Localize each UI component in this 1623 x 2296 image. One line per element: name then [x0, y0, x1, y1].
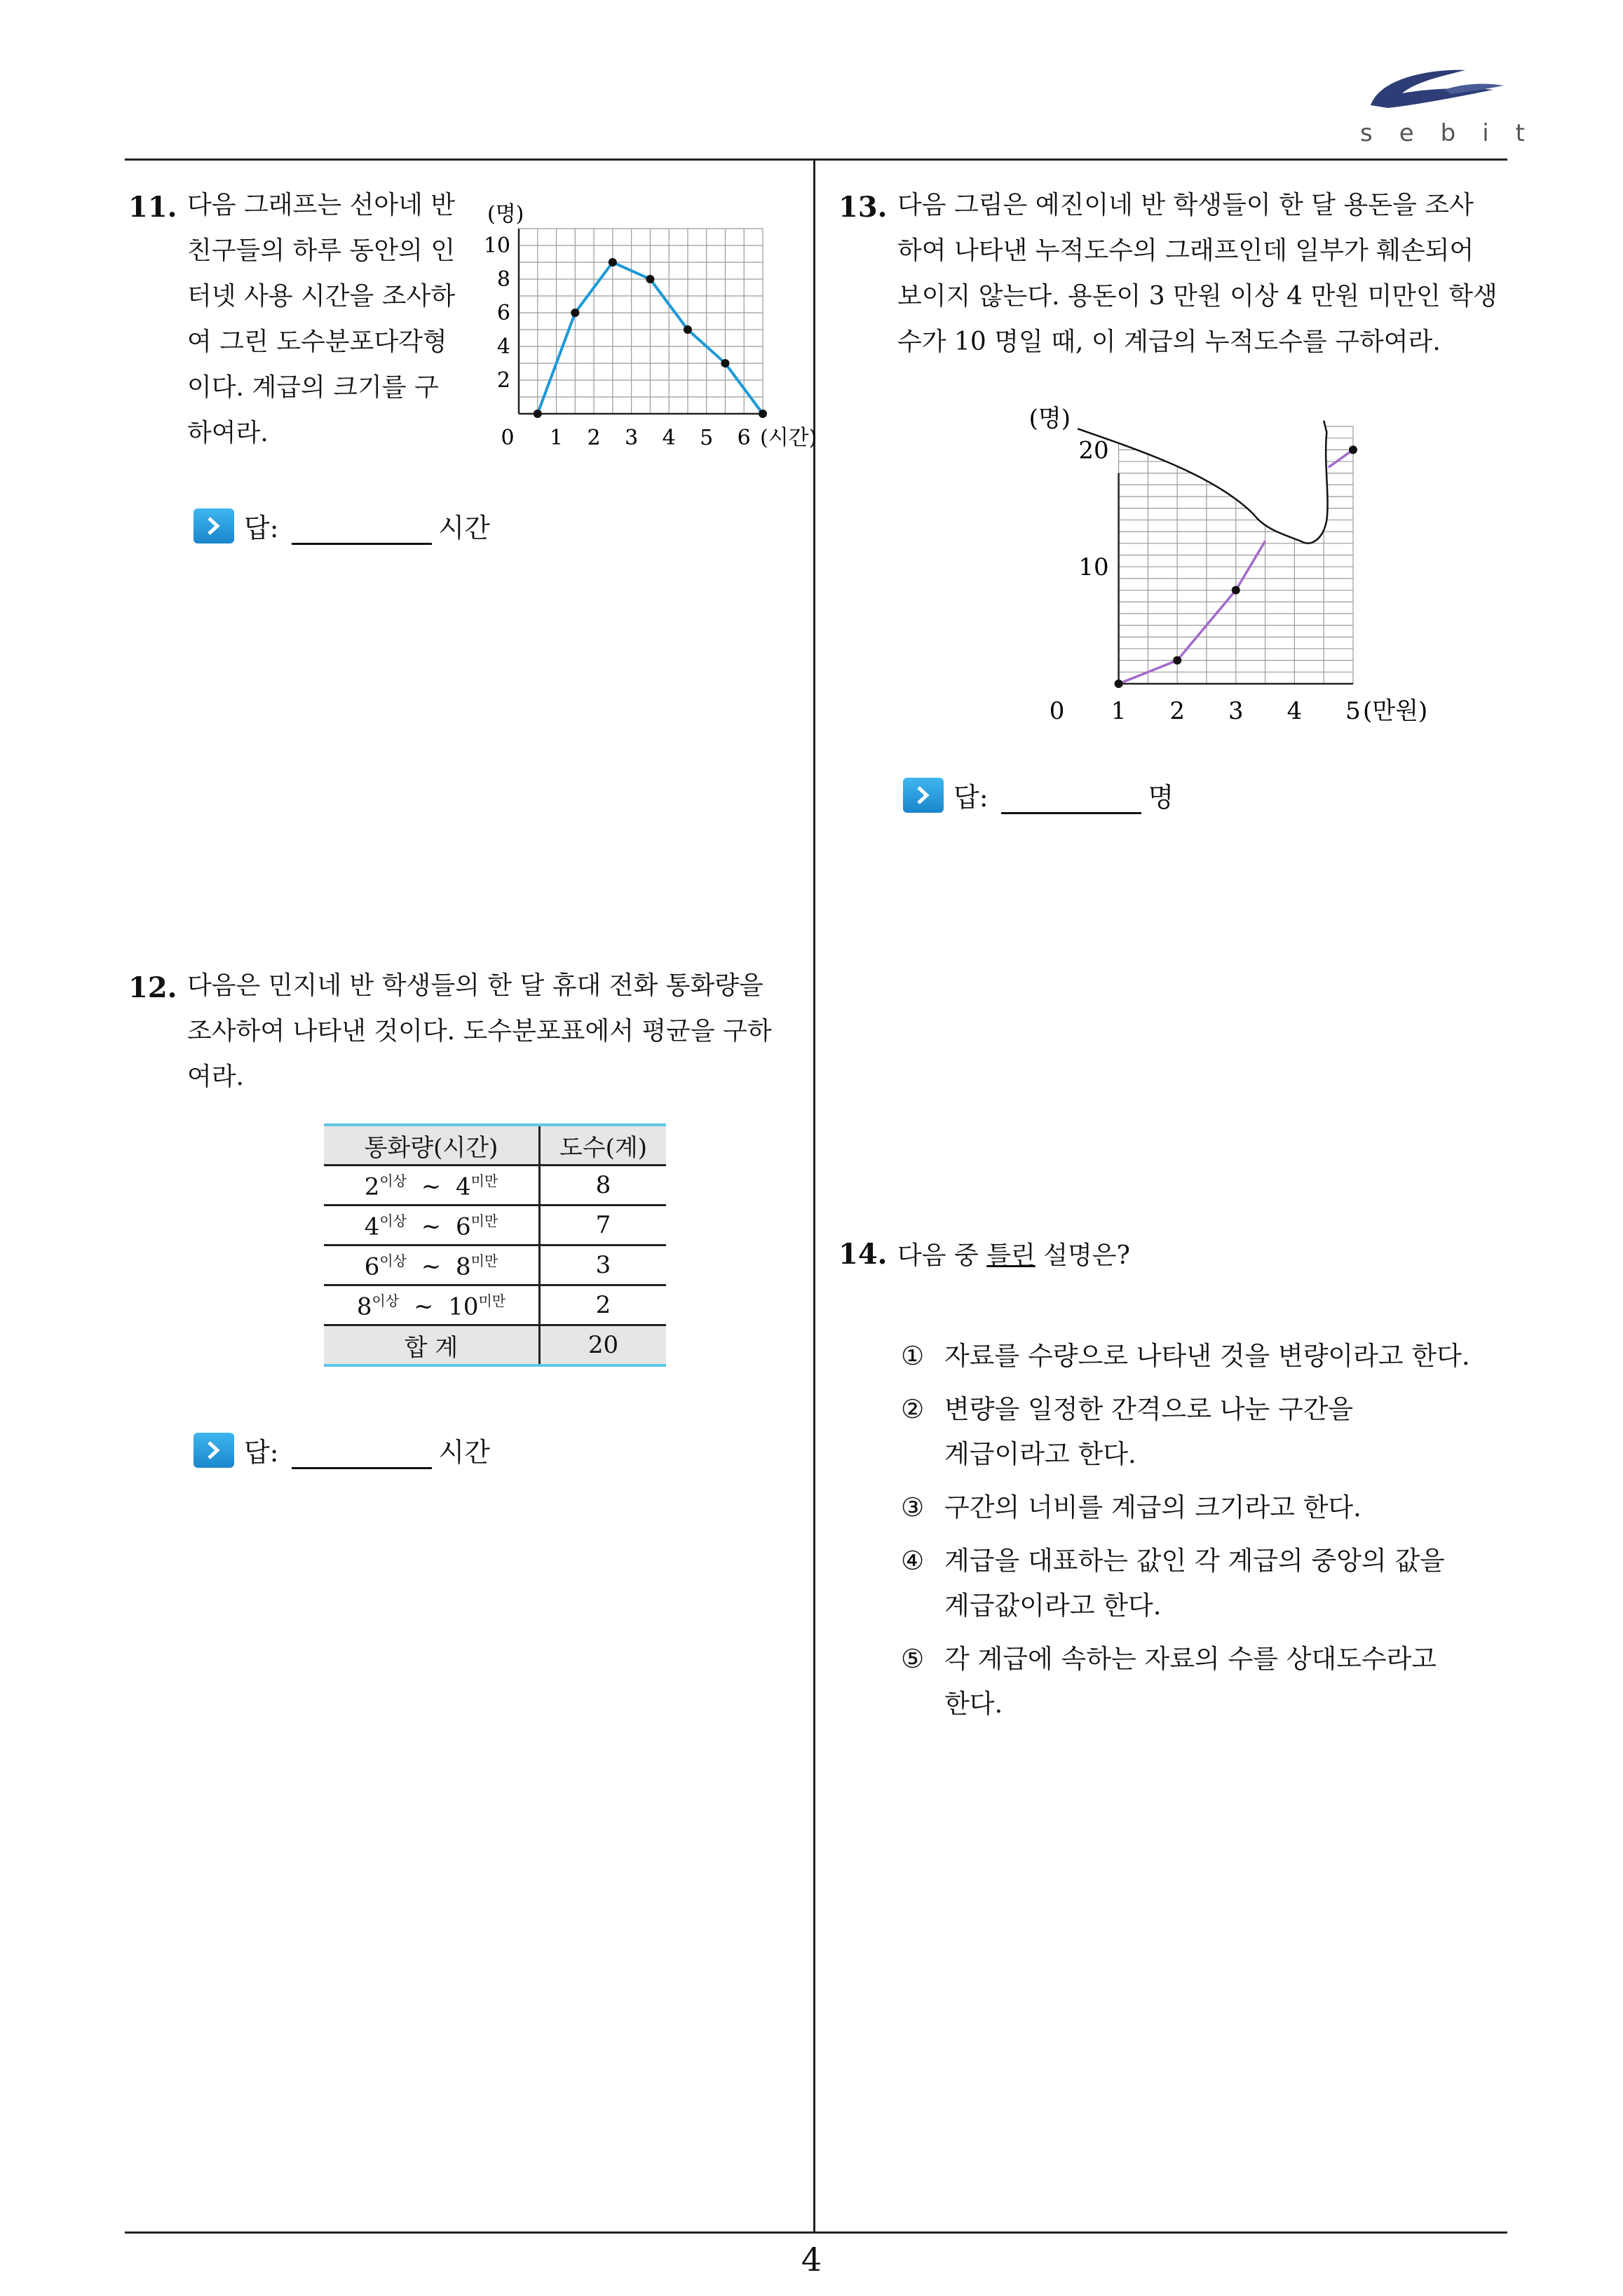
table-header-row — [324, 1125, 666, 1166]
question-emphasis: 틀린 — [986, 1241, 1035, 1270]
y-axis-label: (명) — [1028, 405, 1071, 433]
option-text: 자료를 수량으로 나타낸 것을 변량이라고 한다. — [944, 1341, 1470, 1371]
interval-high: 6 — [456, 1213, 471, 1241]
frequency-cell: 8 — [540, 1166, 667, 1206]
question-line: 하여라. — [187, 419, 269, 447]
above-label: 이상 — [379, 1212, 407, 1229]
table-header-frequency: 도수(계) — [540, 1125, 667, 1166]
option-text: 계급이라고 한다. — [944, 1439, 1136, 1469]
question-line: 조사하여 나타낸 것이다. 도수분포표에서 평균을 구하 — [187, 1017, 772, 1046]
below-label: 미만 — [470, 1212, 498, 1229]
option-text: 계급을 대표하는 값인 각 계급의 중앙의 값을 — [944, 1546, 1445, 1576]
frequency-cell: 2 — [540, 1285, 667, 1325]
answer-label: 답: — [244, 1437, 279, 1468]
y-tick-label: 10 — [483, 234, 510, 258]
interval-cell — [324, 1166, 540, 1206]
header-rule — [125, 158, 1507, 161]
y-tick-label: 4 — [496, 335, 510, 359]
q11-frequency-polygon — [477, 200, 817, 452]
tilde: ~ — [421, 1252, 442, 1281]
y-tick-label: 2 — [496, 368, 510, 393]
x-axis-label: (시간) — [760, 426, 817, 450]
above-label: 이상 — [379, 1172, 407, 1189]
option-number: ② — [901, 1394, 925, 1424]
torn-area — [1060, 414, 1328, 543]
option-line — [901, 1682, 1504, 1727]
above-label: 이상 — [379, 1252, 407, 1269]
data-point — [609, 258, 617, 266]
option-number: ⑤ — [901, 1644, 925, 1674]
option-line — [901, 1539, 1504, 1583]
interval-low: 8 — [356, 1292, 372, 1321]
interval-low: 2 — [364, 1173, 380, 1201]
question-number: 12. — [128, 971, 177, 1004]
q13-answer-row — [903, 776, 1174, 814]
option-line — [901, 1583, 1504, 1628]
q13-cumulative-frequency-graph — [1017, 405, 1428, 729]
q12-answer-input[interactable] — [292, 1431, 432, 1469]
x-tick-label: 2 — [587, 426, 601, 450]
question-line: 다음 그래프는 선아네 반 — [187, 191, 456, 220]
interval-cell — [324, 1245, 540, 1285]
interval-high: 10 — [448, 1292, 479, 1321]
data-point — [571, 309, 579, 317]
interval-cell — [324, 1206, 540, 1245]
question-line: 여 그린 도수분포다각형 — [187, 327, 447, 356]
option-text: 변량을 일정한 간격으로 나눈 구간을 — [944, 1394, 1354, 1424]
table-row — [324, 1245, 666, 1285]
option-4[interactable] — [901, 1539, 1504, 1628]
below-label: 미만 — [470, 1252, 498, 1269]
question-line: 하여 나타낸 누적도수의 그래프인데 일부가 훼손되어 — [897, 236, 1474, 265]
q14-options — [901, 1334, 1504, 1735]
table-header-interval: 통화량(시간) — [324, 1125, 540, 1166]
option-line — [901, 1637, 1504, 1682]
table-total-label: 합 계 — [324, 1325, 540, 1366]
grid — [519, 229, 763, 414]
interval-high: 4 — [456, 1173, 471, 1201]
q13-answer-input[interactable] — [1001, 776, 1141, 814]
interval-low: 6 — [364, 1252, 380, 1281]
frequency-cell: 7 — [540, 1206, 667, 1245]
option-1[interactable] — [901, 1334, 1504, 1379]
table-row — [324, 1166, 666, 1206]
x-tick-label: 1 — [1111, 697, 1127, 725]
column-divider — [813, 161, 815, 2231]
logo-text: sebit — [1360, 119, 1551, 147]
option-text: 한다. — [944, 1689, 1003, 1719]
question-number: 11. — [128, 191, 177, 224]
answer-label: 답: — [953, 782, 989, 813]
x-tick-label: 6 — [737, 426, 751, 450]
data-point — [759, 410, 767, 418]
answer-label: 답: — [244, 513, 279, 543]
data-point — [1232, 586, 1240, 595]
y-tick-label: 8 — [496, 267, 510, 292]
option-line — [901, 1432, 1504, 1477]
option-3[interactable] — [901, 1485, 1504, 1530]
tilde: ~ — [421, 1173, 442, 1201]
x-tick-label: 3 — [1228, 697, 1244, 725]
answer-unit: 명 — [1148, 782, 1174, 813]
question-11 — [128, 191, 482, 456]
logo-swoosh-icon — [1360, 62, 1514, 118]
question-line: 여라. — [187, 1062, 244, 1091]
option-number: ④ — [901, 1546, 925, 1576]
answer-unit: 시간 — [438, 1437, 490, 1468]
x-tick-label: 3 — [625, 426, 639, 450]
tilde: ~ — [413, 1292, 434, 1321]
option-line — [901, 1387, 1504, 1432]
data-point — [1115, 680, 1123, 688]
answer-arrow-icon — [193, 1433, 234, 1468]
data-point — [534, 410, 542, 418]
table-total-row — [324, 1325, 666, 1366]
question-line: 보이지 않는다. 용돈이 3 만원 이상 4 만원 미만인 학생 — [897, 282, 1498, 311]
y-tick-label: 6 — [496, 301, 510, 325]
table-row — [324, 1285, 666, 1325]
data-point — [721, 359, 729, 367]
question-suffix: 설명은? — [1043, 1241, 1130, 1270]
frequency-table — [324, 1123, 666, 1367]
question-number: 14. — [838, 1238, 888, 1271]
y-axis-label: (명) — [487, 202, 524, 227]
question-text — [897, 182, 1528, 365]
question-line: 터넷 사용 시간을 조사하 — [187, 282, 456, 311]
option-line — [901, 1485, 1504, 1530]
x-tick-label: 1 — [549, 426, 564, 450]
option-5[interactable] — [901, 1637, 1504, 1727]
x-tick-label: 5 — [1345, 697, 1361, 725]
interval-high: 8 — [456, 1252, 471, 1281]
option-2[interactable] — [901, 1387, 1504, 1477]
interval-cell — [324, 1285, 540, 1325]
answer-unit: 시간 — [438, 513, 490, 543]
option-number: ③ — [901, 1492, 925, 1522]
answer-arrow-icon — [903, 778, 944, 813]
interval-low: 4 — [364, 1213, 380, 1241]
above-label: 이상 — [372, 1292, 400, 1309]
x-tick-label: 5 — [700, 426, 714, 450]
tilde: ~ — [421, 1213, 442, 1241]
footer-rule — [125, 2231, 1507, 2234]
data-point — [684, 325, 692, 334]
x-axis-label: (만원) — [1363, 697, 1428, 725]
x-tick-label: 0 — [501, 426, 515, 450]
page-number: 4 — [801, 2241, 822, 2278]
option-text: 각 계급에 속하는 자료의 수를 상대도수라고 — [944, 1644, 1437, 1674]
option-number: ① — [901, 1341, 925, 1371]
question-line: 친구들의 하루 동안의 인 — [187, 236, 456, 265]
x-tick-label: 2 — [1169, 697, 1186, 725]
q11-answer-row — [193, 506, 490, 545]
frequency-cell: 3 — [540, 1245, 667, 1285]
x-tick-label: 4 — [1286, 697, 1303, 725]
question-12 — [128, 971, 818, 1100]
answer-arrow-icon — [193, 508, 234, 543]
question-number: 13. — [838, 191, 888, 224]
question-line: 다음 그림은 예진이네 반 학생들이 한 달 용돈을 조사 — [897, 191, 1474, 220]
q12-answer-row — [193, 1431, 490, 1469]
y-tick-label: 10 — [1078, 553, 1109, 582]
below-label: 미만 — [470, 1172, 498, 1189]
option-text: 계급값이라고 한다. — [944, 1591, 1162, 1621]
question-text — [187, 182, 482, 456]
x-tick-label: 4 — [662, 426, 676, 450]
table-row — [324, 1206, 666, 1245]
question-13 — [838, 191, 1528, 365]
question-line: 이다. 계급의 크기를 구 — [187, 373, 439, 402]
option-text: 구간의 너비를 계급의 크기라고 한다. — [944, 1492, 1361, 1522]
question-text — [187, 963, 818, 1100]
data-point — [1173, 656, 1181, 665]
question-line: 수가 10 명일 때, 이 계급의 누적도수를 구하여라. — [897, 327, 1441, 356]
x-tick-label: 0 — [1049, 697, 1065, 725]
question-line: 다음은 민지네 반 학생들의 한 달 휴대 전화 통화량을 — [187, 971, 763, 1000]
data-point — [1349, 445, 1357, 454]
data-point — [646, 275, 654, 283]
table-total-value: 20 — [540, 1325, 667, 1366]
sebit-logo — [1360, 62, 1551, 153]
series-line — [1329, 450, 1353, 467]
question-text — [897, 1233, 1130, 1278]
y-tick-label: 20 — [1078, 436, 1109, 465]
option-line — [901, 1334, 1504, 1379]
question-prefix: 다음 중 — [897, 1241, 979, 1270]
below-label: 미만 — [478, 1292, 506, 1309]
q11-answer-input[interactable] — [292, 506, 432, 545]
series-line — [1119, 541, 1265, 684]
question-14 — [838, 1233, 1130, 1278]
